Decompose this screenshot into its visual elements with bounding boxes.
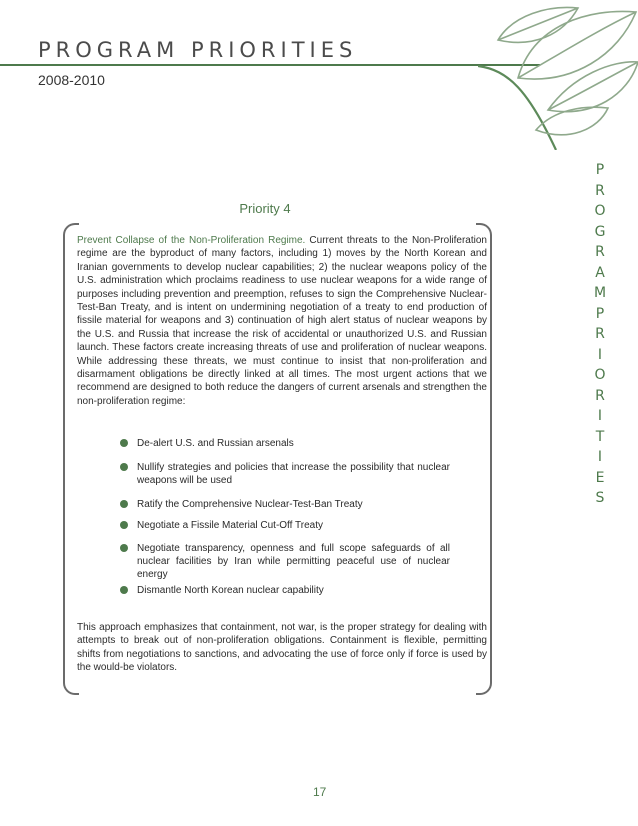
- list-item: [120, 542, 450, 581]
- list-item: [120, 498, 450, 511]
- list-item-text: Ratify the Comprehensive Nuclear-Test-Ban Treaty: [137, 499, 363, 510]
- side-title-letter: P: [595, 305, 605, 322]
- list-item-text: Nullify strategies and policies that increase the possibility that nuclear weapons will be used: [137, 462, 450, 486]
- priority-heading: Priority 4: [239, 201, 291, 216]
- side-title-letter: E: [595, 469, 605, 486]
- conclusion-paragraph: This approach emphasizes that containment, not war, is the proper strategy for dealing with attempts to break out of non-proliferation obligations. Containment is flexible, permitting shifts from negotiations to sanctions, and advocating the use of force only if force is used by the would-be violators.: [77, 622, 487, 674]
- list-item-text: Negotiate transparency, openness and full scope safeguards of all nuclear facilities by Iran while permitting peaceful use of nuclear energy: [137, 543, 450, 580]
- bullet-icon: [120, 586, 128, 594]
- list-item: [120, 437, 450, 450]
- side-title-letter: G: [594, 223, 606, 240]
- list-item-text: Dismantle North Korean nuclear capability: [137, 585, 324, 596]
- side-title-letter: R: [595, 244, 605, 260]
- list-item: [120, 519, 450, 532]
- header-divider: [0, 64, 540, 66]
- side-title-letter: S: [595, 490, 605, 506]
- side-title-letter: O: [594, 367, 606, 383]
- side-title-letter: I: [597, 408, 603, 424]
- bullet-icon: [120, 500, 128, 508]
- side-title-letter: A: [595, 264, 605, 281]
- bullet-icon: [120, 439, 128, 447]
- page-number: 17: [313, 785, 327, 799]
- bullet-icon: [120, 463, 128, 471]
- side-title-letter: I: [597, 346, 603, 363]
- list-item: [120, 584, 450, 597]
- priority-intro-text: Current threats to the Non-Proliferation regime are the byproduct of many factors, including 1) moves by the North Korean and Iranian governments to develop nuclear capabilities; 2) the nuclear weapons policy of the U.S. administration which proclaims readiness to use nuclear weapons for a wide range of purposes including prevention and preemption, refuses to sign the Comprehensive Nuclear-Test-Ban Treaty, and is intent on undermining negotiation of a treaty to end production of fissile material for weapons and 3) continuation of high alert status of nuclear weapons by the U.S. and Russia that increase the risk of accidental or unauthorized U.S. and Russian launch. These factors create increasing threats of use and proliferation of nuclear weapons. While addressing these threats, we must continue to insist that non-proliferation and disarmament obligations be directly linked at all times. The most urgent actions that we recommend are designed to both reduce the dangers of current arsenals and strengthen the non-proliferation regime:: [77, 235, 487, 407]
- side-title-letter: M: [593, 285, 607, 301]
- side-title-letter: I: [597, 449, 603, 465]
- page-header-title: PROGRAM PRIORITIES: [38, 38, 358, 62]
- bullet-icon: [120, 521, 128, 529]
- side-title-letter: R: [595, 326, 605, 342]
- header-years: 2008-2010: [38, 72, 105, 88]
- side-title-letter: R: [595, 182, 605, 199]
- leaf-decoration: [478, 0, 638, 150]
- side-title-letter: R: [595, 387, 605, 404]
- bullet-icon: [120, 544, 128, 552]
- priority-lead: Prevent Collapse of the Non-Proliferation Regime.: [77, 235, 306, 246]
- intro-paragraph: [77, 234, 487, 408]
- list-item-text: Negotiate a Fissile Material Cut-Off Treaty: [137, 520, 323, 531]
- side-title-vertical: [592, 160, 608, 509]
- list-item: [120, 461, 450, 487]
- list-item-text: De-alert U.S. and Russian arsenals: [137, 438, 294, 449]
- side-title-letter: O: [594, 203, 606, 219]
- side-title-letter: T: [595, 428, 605, 445]
- action-list: [120, 437, 450, 597]
- side-title-letter: P: [595, 162, 605, 178]
